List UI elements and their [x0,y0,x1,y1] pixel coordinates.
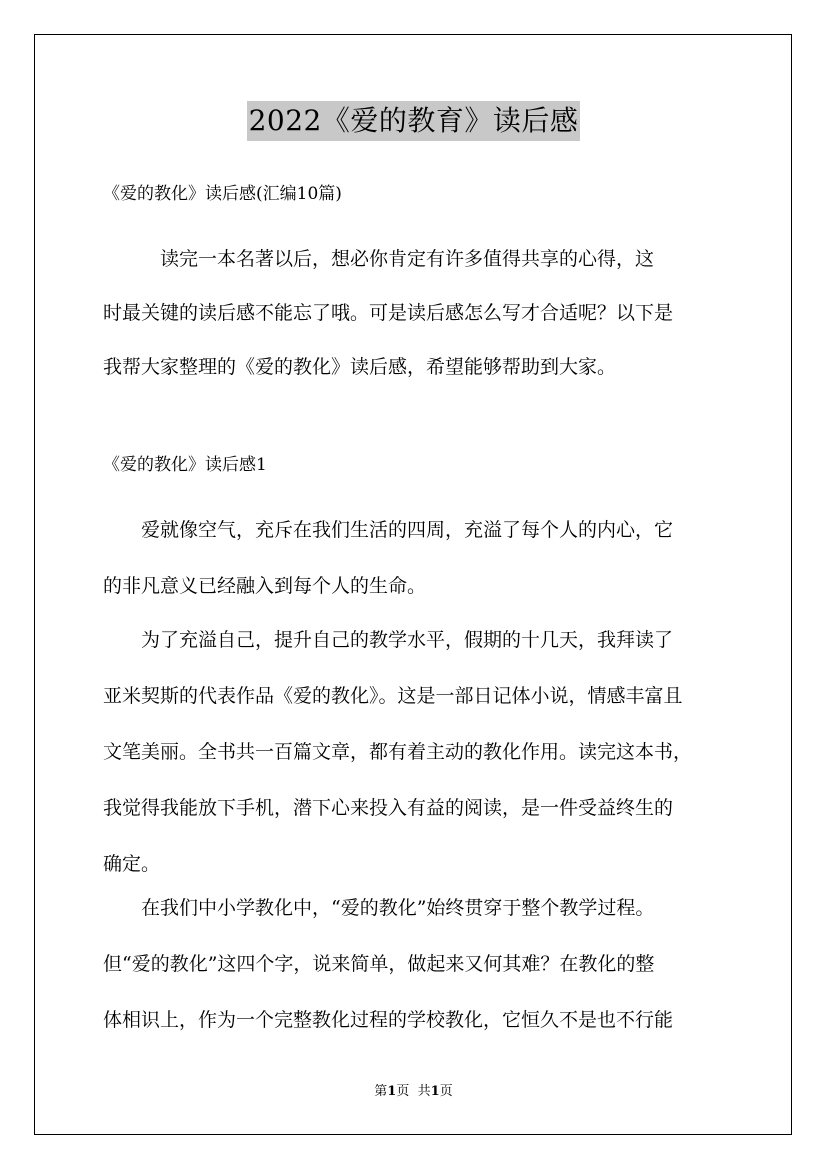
footer-prefix: 第 [374,1084,388,1099]
section-heading: 《爱的教化》读后感1 [103,455,267,475]
paragraph-line: 文笔美丽。全书共一百篇文章，都有着主动的教化作用。读完这本书， [103,741,693,763]
paragraph-line: 爱就像空气，充斥在我们生活的四周，充溢了每个人的内心，它 [103,519,674,541]
paragraph-line: 为了充溢自己，提升自己的教学水平，假期的十几天，我拜读了 [103,629,674,651]
paragraph-line: 在我们中小学教化中，“爱的教化”始终贯穿于整个教学过程。 [103,897,655,919]
intro-line: 我帮大家整理的《爱的教化》读后感，希望能够帮助到大家。 [103,356,617,378]
paragraph-line: 体相识上，作为一个完整教化过程的学校教化，它恒久不是也不行能 [103,1009,674,1031]
footer-page-suffix: 页 [396,1084,410,1099]
paragraph-line: 的非凡意义已经融入到每个人的生命。 [103,575,427,597]
paragraph-1 [103,502,728,614]
paragraph-2 [103,612,728,892]
document-subtitle: 《爱的教化》读后感(汇编10篇) [103,184,342,204]
paragraph-line: 但“爱的教化”这四个字，说来简单，做起来又何其难？在教化的整 [103,953,655,975]
intro-line: 读完一本名著以后，想必你肯定有许多值得共享的心得，这 [103,248,655,270]
footer-total-pages: 1 [430,1084,440,1099]
footer-page-number: 1 [387,1084,397,1099]
footer-total-prefix: 共 [417,1084,431,1099]
paragraph-line: 我觉得我能放下手机，潜下心来投入有益的阅读，是一件受益终生的 [103,797,674,819]
title-container [0,101,827,141]
paragraph-3 [103,880,728,1048]
intro-line: 时最关键的读后感不能忘了哦。可是读后感怎么写才合适呢？以下是 [103,302,674,324]
paragraph-line: 确定。 [103,853,161,875]
intro-paragraph [103,232,728,394]
page-footer [0,1082,827,1102]
document-title: 2022《爱的教育》读后感 [247,101,581,141]
footer-total-suffix: 页 [439,1084,453,1099]
paragraph-line: 亚米契斯的代表作品《爱的教化》。这是一部日记体小说，情感丰富且 [103,685,683,707]
